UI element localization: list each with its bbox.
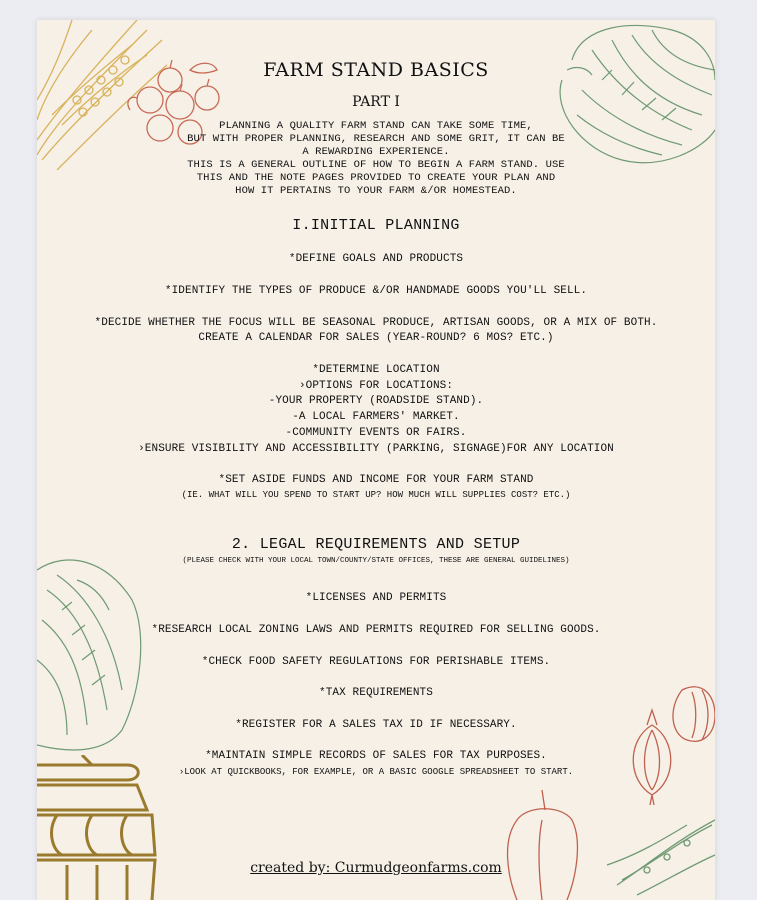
options-line: ›OPTIONS FOR LOCATIONS: (298, 380, 454, 392)
register-line: *REGISTER FOR A SALES TAX ID IF NECESSARY. (235, 719, 517, 731)
decide-line-1: *DECIDE WHETHER THE FOCUS WILL BE SEASONAL PRODUCE, ARTISAN GOODS, OR A MIX OF BOTH. (94, 317, 658, 329)
section-1-heading: I.INITIAL PLANNING (292, 217, 460, 234)
section-2-heading: 2. LEGAL REQUIREMENTS AND SETUP (231, 536, 521, 553)
viewer-top-bar (0, 0, 757, 20)
footer-credit: created by: Curmudgeonfarms.com (250, 860, 502, 876)
records-line: *MAINTAIN SIMPLE RECORDS OF SALES FOR TAX PURPOSES. (205, 750, 547, 762)
intro-line-4: THIS IS A GENERAL OUTLINE OF HOW TO BEGIN A FARM STAND. USE (187, 159, 565, 171)
funds-line: *SET ASIDE FUNDS AND INCOME FOR YOUR FARM STAND (218, 474, 534, 486)
licenses-line: *LICENSES AND PERMITS (305, 592, 447, 604)
identify-line: *IDENTIFY THE TYPES OF PRODUCE &/OR HANDMADE GOODS YOU'LL SELL. (164, 285, 588, 297)
part-label: PART I (352, 94, 400, 110)
document-page (37, 20, 715, 900)
intro-line-1: PLANNING A QUALITY FARM STAND CAN TAKE SOME TIME, (219, 120, 533, 132)
goals-line: *DEFINE GOALS AND PRODUCTS (288, 253, 464, 265)
ensure-line: ›ENSURE VISIBILITY AND ACCESSIBILITY (PARKING, SIGNAGE)FOR ANY LOCATION (138, 443, 614, 455)
location-line: *DETERMINE LOCATION (312, 364, 440, 376)
option-1: -YOUR PROPERTY (ROADSIDE STAND). (268, 395, 484, 407)
intro-line-5: THIS AND THE NOTE PAGES PROVIDED TO CREATE YOUR PLAN AND (196, 172, 556, 184)
tax-line: *TAX REQUIREMENTS (319, 687, 433, 699)
document-title: FARM STAND BASICS (263, 59, 489, 81)
quickbooks-line: ›LOOK AT QUICKBOOKS, FOR EXAMPLE, OR A BASIC GOOGLE SPREADSHEET TO START. (178, 767, 574, 777)
funds-note: (IE. WHAT WILL YOU SPEND TO START UP? HOW MUCH WILL SUPPLIES COST? ETC.) (181, 490, 571, 500)
intro-line-6: HOW IT PERTAINS TO YOUR FARM &/OR HOMESTEAD. (235, 185, 517, 197)
option-3: -COMMUNITY EVENTS OR FAIRS. (285, 427, 467, 439)
intro-line-2: BUT WITH PROPER PLANNING, RESEARCH AND SOME GRIT, IT CAN BE (187, 133, 565, 145)
option-2: -A LOCAL FARMERS' MARKET. (292, 411, 460, 423)
safety-line: *CHECK FOOD SAFETY REGULATIONS FOR PERISHABLE ITEMS. (201, 656, 551, 668)
document-content (37, 20, 715, 900)
intro-line-3: A REWARDING EXPERIENCE. (302, 146, 450, 158)
decide-line-2: CREATE A CALENDAR FOR SALES (YEAR-ROUND? 6 MOS? ETC.) (198, 332, 554, 344)
research-line: *RESEARCH LOCAL ZONING LAWS AND PERMITS REQUIRED FOR SELLING GOODS. (151, 624, 601, 636)
section-2-note: (PLEASE CHECK WITH YOUR LOCAL TOWN/COUNTY/STATE OFFICES, THESE ARE GENERAL GUIDELINES) (182, 557, 570, 565)
